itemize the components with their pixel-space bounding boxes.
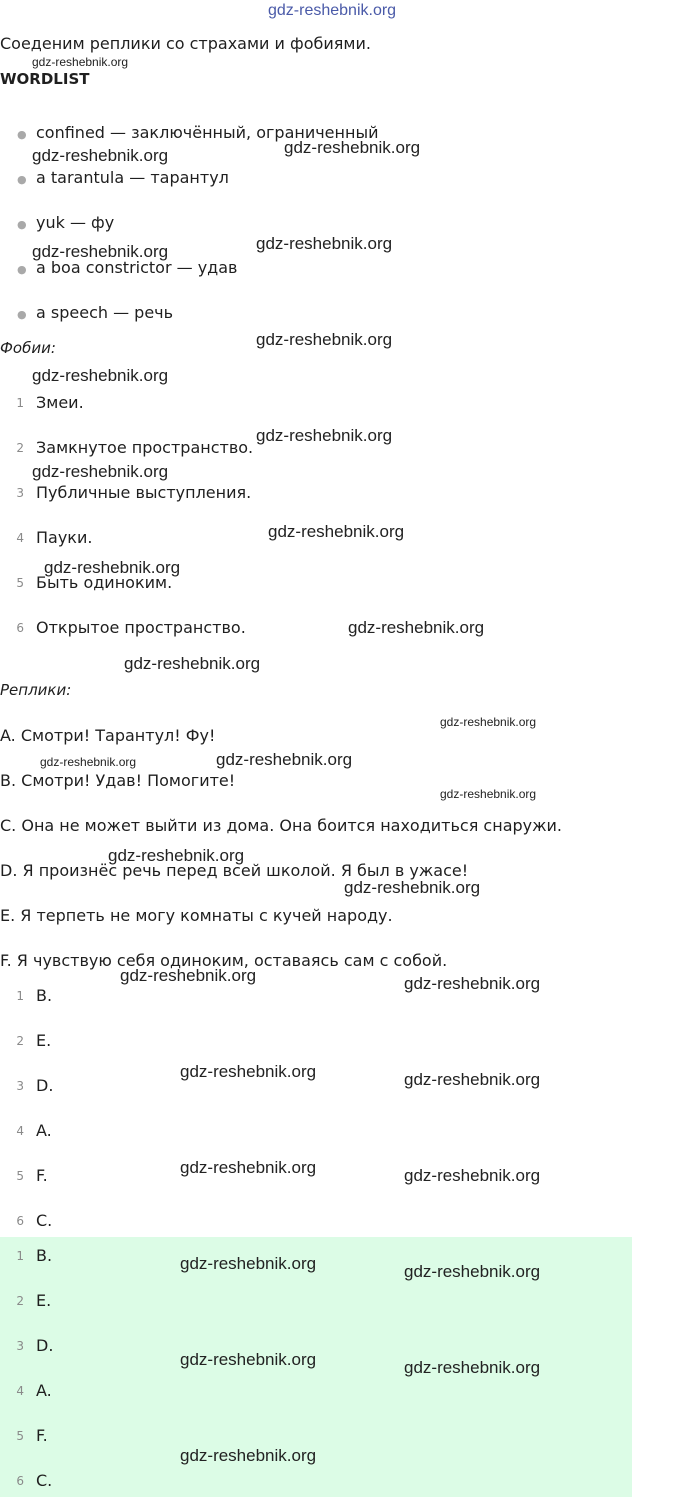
wordlist-title: WORDLIST (0, 70, 90, 88)
watermark: gdz-reshebnik.org (216, 750, 353, 769)
watermark: gdz-reshebnik.org (32, 366, 169, 385)
list-number: 6 (16, 1474, 24, 1488)
watermark: gdz-reshebnik.org (180, 1350, 317, 1369)
replies-title: Реплики: (0, 681, 72, 699)
list-number: 3 (16, 1079, 24, 1093)
answer-item: D. (36, 1336, 54, 1355)
phobia-item: Замкнутое пространство. (36, 438, 254, 457)
wordlist-item: a tarantula — тарантул (36, 168, 229, 187)
reply-item: B. Смотри! Удав! Помогите! (0, 771, 236, 790)
reply-item: D. Я произнёс речь перед всей школой. Я был в ужасе! (0, 861, 469, 880)
reply-item: A. Смотри! Тарантул! Фу! (0, 726, 216, 745)
watermark: gdz-reshebnik.org (404, 1262, 541, 1281)
phobia-item: Открытое пространство. (36, 618, 246, 637)
reply-item: E. Я терпеть не могу комнаты с кучей народу. (0, 906, 393, 925)
list-number: 5 (16, 576, 24, 590)
list-number: 2 (16, 1034, 24, 1048)
list-number: 6 (16, 1214, 24, 1228)
watermark: gdz-reshebnik.org (256, 330, 393, 349)
watermark: gdz-reshebnik.org (440, 787, 537, 801)
answer-item: B. (36, 986, 53, 1005)
watermark: gdz-reshebnik.org (32, 146, 169, 165)
list-number: 4 (16, 1124, 24, 1138)
watermark: gdz-reshebnik.org (268, 2, 397, 19)
watermark: gdz-reshebnik.org (180, 1254, 317, 1273)
watermark: gdz-reshebnik.org (404, 974, 541, 993)
list-number: 5 (16, 1429, 24, 1443)
answer-item: F. (36, 1166, 48, 1185)
phobia-item: Быть одиноким. (36, 573, 173, 592)
list-number: 2 (16, 441, 24, 455)
watermark: gdz-reshebnik.org (120, 966, 257, 985)
answer-item: A. (36, 1381, 52, 1400)
list-number: 1 (16, 989, 24, 1003)
phobias-title: Фобии: (0, 339, 56, 357)
answer-item: F. (36, 1426, 48, 1445)
answer-item: E. (36, 1291, 52, 1310)
answer-item: B. (36, 1246, 53, 1265)
bullet-icon: ● (17, 128, 27, 141)
list-number: 5 (16, 1169, 24, 1183)
watermark: gdz-reshebnik.org (180, 1062, 317, 1081)
intro-text: Соеденим реплики со страхами и фобиями. (0, 34, 371, 53)
bullet-icon: ● (17, 263, 27, 276)
wordlist-item: yuk — фу (36, 213, 115, 232)
bullet-icon: ● (17, 173, 27, 186)
watermark: gdz-reshebnik.org (344, 878, 481, 897)
watermark: gdz-reshebnik.org (180, 1158, 317, 1177)
bullet-icon: ● (17, 218, 27, 231)
list-number: 1 (16, 1249, 24, 1263)
list-number: 4 (16, 1384, 24, 1398)
watermark: gdz-reshebnik.org (268, 522, 405, 541)
phobia-item: Змеи. (36, 393, 84, 412)
answer-item: C. (36, 1211, 53, 1230)
wordlist-item: confined — заключённый, ограниченный (36, 123, 379, 142)
list-number: 6 (16, 621, 24, 635)
wordlist-item: a speech — речь (36, 303, 174, 322)
answer-item: E. (36, 1031, 52, 1050)
watermark: gdz-reshebnik.org (404, 1358, 541, 1377)
watermark: gdz-reshebnik.org (108, 846, 245, 865)
watermark: gdz-reshebnik.org (256, 234, 393, 253)
list-number: 2 (16, 1294, 24, 1308)
watermark: gdz-reshebnik.org (32, 242, 169, 261)
watermark: gdz-reshebnik.org (404, 1070, 541, 1089)
watermark: gdz-reshebnik.org (40, 755, 137, 769)
phobia-item: Публичные выступления. (36, 483, 252, 502)
watermark: gdz-reshebnik.org (44, 558, 181, 577)
reply-item: F. Я чувствую себя одиноким, оставаясь сам с собой. (0, 951, 448, 970)
watermark: gdz-reshebnik.org (32, 462, 169, 481)
answer-item: D. (36, 1076, 54, 1095)
watermark: gdz-reshebnik.org (404, 1166, 541, 1185)
phobia-item: Пауки. (36, 528, 93, 547)
watermark: gdz-reshebnik.org (124, 654, 261, 673)
answer-item: A. (36, 1121, 52, 1140)
watermark: gdz-reshebnik.org (180, 1446, 317, 1465)
watermark: gdz-reshebnik.org (348, 618, 485, 637)
bullet-icon: ● (17, 308, 27, 321)
watermark: gdz-reshebnik.org (284, 138, 421, 157)
list-number: 3 (16, 1339, 24, 1353)
answer-item: C. (36, 1471, 53, 1490)
watermark: gdz-reshebnik.org (32, 55, 129, 69)
wordlist-item: a boa constrictor — удав (36, 258, 238, 277)
reply-item: C. Она не может выйти из дома. Она боится находиться снаружи. (0, 816, 563, 835)
list-number: 4 (16, 531, 24, 545)
watermark: gdz-reshebnik.org (440, 715, 537, 729)
list-number: 3 (16, 486, 24, 500)
list-number: 1 (16, 396, 24, 410)
watermark: gdz-reshebnik.org (256, 426, 393, 445)
